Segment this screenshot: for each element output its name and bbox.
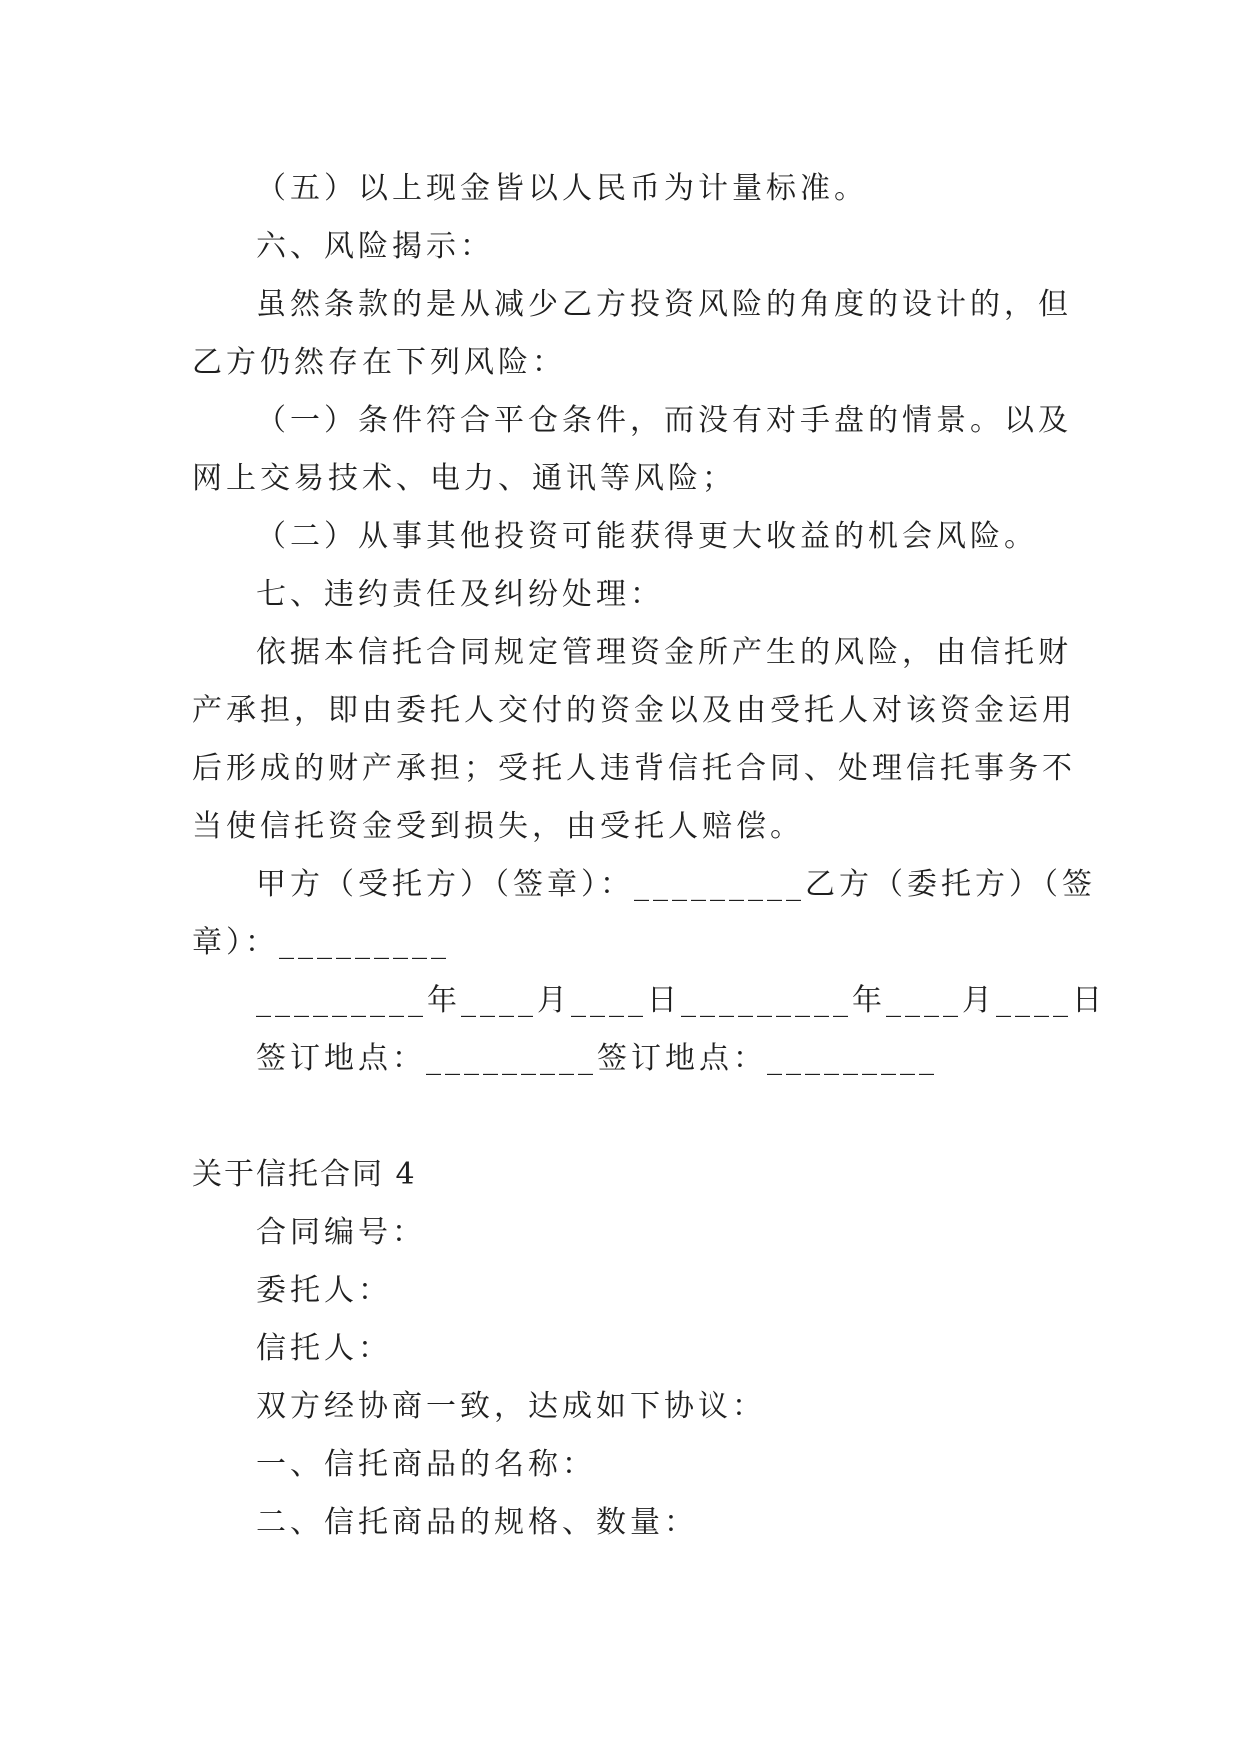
clause-5-currency: （五）以上现金皆以人民币为计量标准。 (256, 171, 868, 206)
signature-line-2: 章）：_________ (192, 925, 450, 960)
risk-1-line-1: （一）条件符合平仓条件，而没有对手盘的情景。以及 (256, 403, 1072, 438)
item-1-name: 一、信托商品的名称： (256, 1447, 596, 1482)
risk-intro-line-2: 乙方仍然存在下列风险： (192, 345, 566, 380)
item-2-spec: 二、信托商品的规格、数量： (256, 1505, 698, 1540)
liability-line-2: 产承担，即由委托人交付的资金以及由受托人对该资金运用 (192, 693, 1076, 728)
liability-line-3: 后形成的财产承担；受托人违背信托合同、处理信托事务不 (192, 751, 1076, 786)
risk-intro-line-1: 虽然条款的是从减少乙方投资风险的角度的设计的，但 (256, 287, 1072, 322)
heading-liability: 七、违约责任及纠纷处理： (256, 577, 664, 612)
risk-2: （二）从事其他投资可能获得更大收益的机会风险。 (256, 519, 1038, 554)
contract-number: 合同编号： (256, 1215, 426, 1250)
document-body (192, 160, 1106, 1552)
risk-1-line-2: 网上交易技术、电力、通讯等风险； (192, 461, 736, 496)
section-gap (192, 1088, 1052, 1146)
principal: 委托人： (256, 1273, 392, 1308)
agreement-intro: 双方经协商一致，达成如下协议： (256, 1389, 766, 1424)
heading-risk-disclosure: 六、风险揭示： (256, 229, 494, 264)
trustee: 信托人： (256, 1331, 392, 1366)
signature-line-1: 甲方（受托方）（签章）：_________乙方（委托方）（签 (256, 867, 1096, 902)
section-title: 关于信托合同 4 (192, 1157, 417, 1192)
liability-line-4: 当使信托资金受到损失，由受托人赔偿。 (192, 809, 804, 844)
liability-line-1: 依据本信托合同规定管理资金所产生的风险，由信托财 (256, 635, 1072, 670)
date-line: _________年____月____日_________年____月____日 (256, 983, 1106, 1018)
signing-place-line: 签订地点：_________签订地点：_________ (256, 1041, 938, 1076)
